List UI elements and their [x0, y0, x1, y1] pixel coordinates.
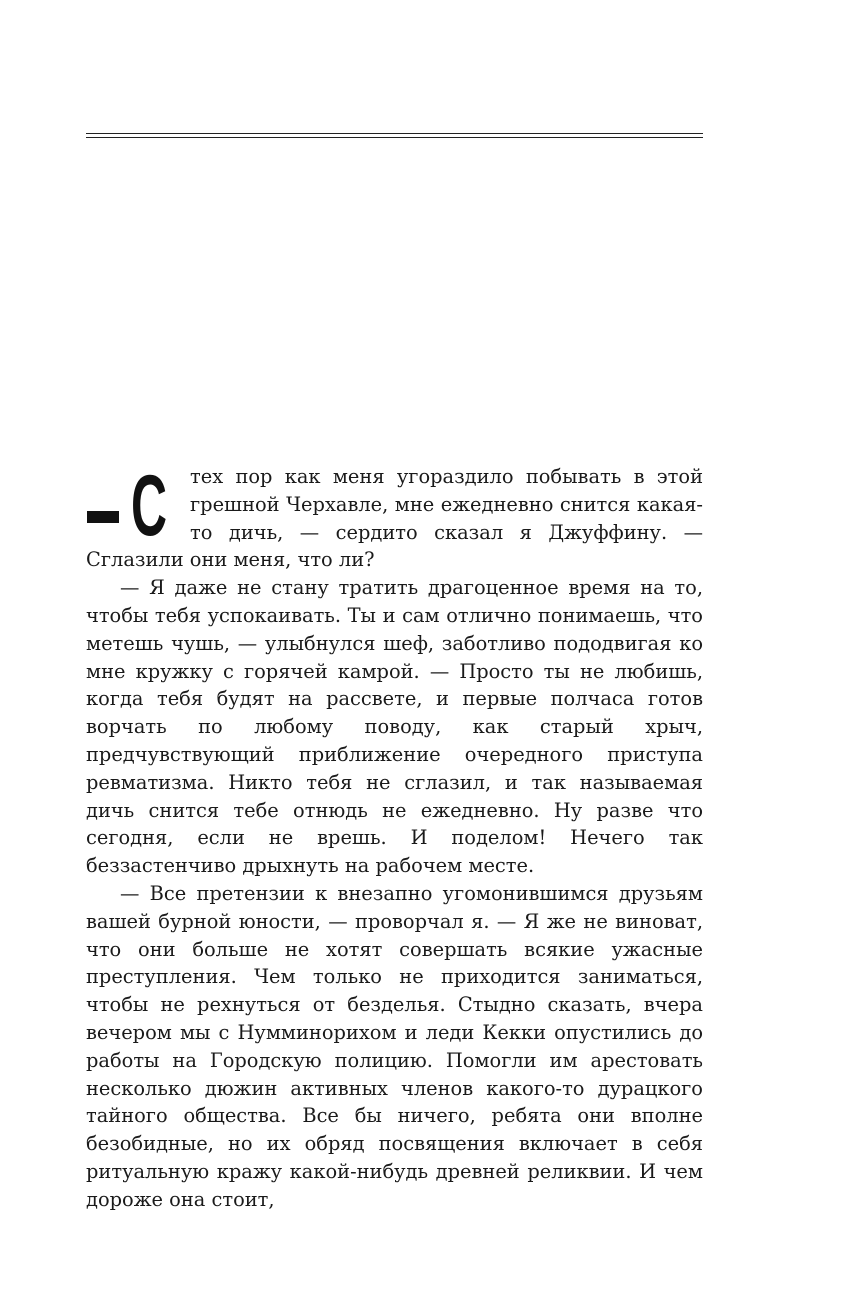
body-text	[86, 458, 703, 1214]
header-rule-bottom	[86, 137, 703, 138]
drop-cap-letter: С	[131, 458, 168, 554]
paragraph-2: — Я даже не стану тратить драгоценное время на то, чтобы тебя успокаивать. Ты и сам отлично понимаешь, что метешь чушь, — улыбнулся шеф, заботливо пододвигая ко мне кружку с горячей камрой. — Просто ты не любишь, когда тебя будят на рассвете, и первые полчаса готов ворчать по любому поводу, как старый хрыч, предчувствующий приближение очередного приступа ревматизма. Никто тебя не сглазил, и так называемая дичь снится тебе отнюдь не ежедневно. Ну разве что сегодня, если не врешь. И поделом! Нечего так беззастенчиво дрыхнуть на рабочем месте.	[86, 576, 703, 878]
paragraph-3: — Все претензии к внезапно угомонившимся друзьям вашей бурной юности, — проворчал я. — Я же не виноват, что они больше не хотят совершать всякие ужасные преступления. Чем только не приходится заниматься, чтобы не рехнуться от безделья. Стыдно сказать, вчера вечером мы с Нумминорихом и леди Кекки опустились до работы на Городскую полицию. Помогли им арестовать несколько дюжин активных членов какого-то дурацкого тайного общества. Все бы ничего, ребята они вполне безобидные, но их обряд посвящения включает в себя ритуальную кражу какой-нибудь древней реликвии. И чем дороже она стоит,	[86, 881, 703, 1211]
drop-cap	[86, 458, 190, 554]
drop-cap-dash	[87, 511, 119, 523]
paragraph-1-text: тех пор как меня угораздило побывать в этой грешной Черхавле, мне ежедневно снится какая-то дичь, — сердито сказал я Джуффину. — Сглазили они меня, что ли?	[86, 465, 703, 572]
header-rule-top	[86, 133, 703, 134]
paragraph-1	[86, 458, 703, 574]
